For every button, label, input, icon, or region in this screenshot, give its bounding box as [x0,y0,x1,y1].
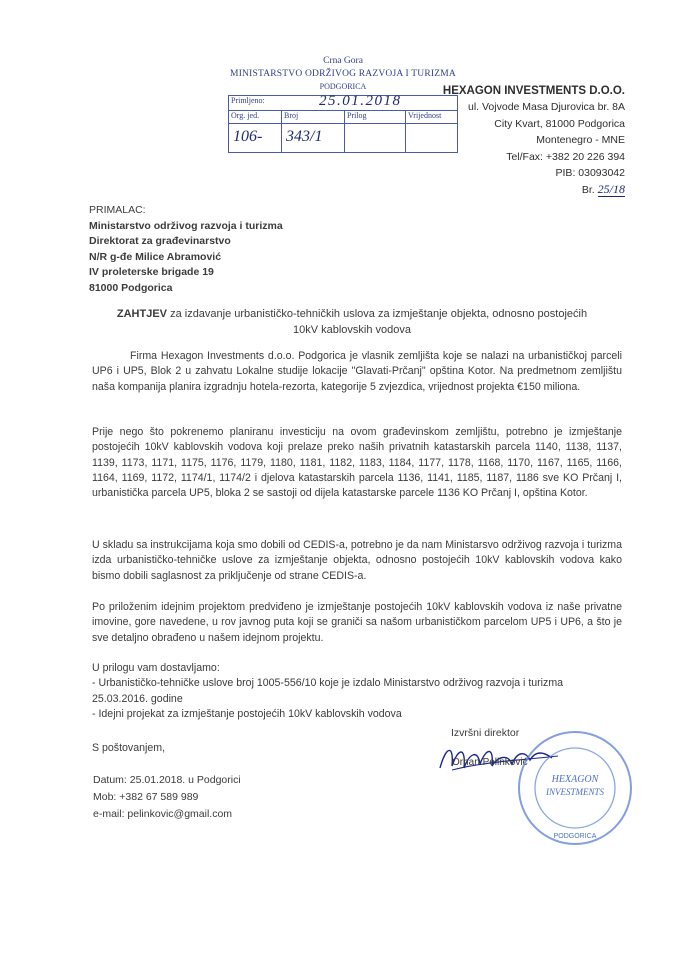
attachment-item-1a: - Urbanističko-tehničke uslove broj 1005-556/10 koje je izdalo Ministarstvo održivog razvoja i turizma [92,677,564,690]
recipient-line2: Direktorat za građevinarstvo [89,235,231,248]
recipient-line3: N/R g-đe Milice Abramović [89,250,222,263]
received-date: 25.01.2018 [319,93,402,109]
org-value: 106- [233,128,263,145]
stamp-text-1: HEXAGON [551,774,599,785]
paragraph-1: Firma Hexagon Investments d.o.o. Podgorica je vlasnik zemljišta koje se nalazi na urbanističkoj parceli UP6 i UP5, Blok 2 u zahvatu Lokalne studije lokacije "Glavati-Prčanj" opština Kotor. Na predmetnom zemljištu naša kompanija planira izgradnju hotela-rezorta, kategorije 5 zvjezdica, vrijednost projekta €150 miliona. [92,350,622,393]
company-telfax: Tel/Fax: +382 20 226 394 [506,150,625,163]
footer-email: e-mail: pelinkovic@gmail.com [93,808,233,820]
subject-text1: za izdavanje urbanističko-tehničkih uslova za izmještanje objekta, odnosno postojećih [167,308,588,320]
attachments-intro: U prilogu vam dostavljamo: [92,662,220,674]
footer-mob: Mob: +382 67 589 989 [93,791,199,803]
footer-date: Datum: 25.01.2018. u Podgorici [93,774,241,786]
paragraph-3: U skladu sa instrukcijama koja smo dobili od CEDIS-a, potrebno je da nam Ministarsvo održivog razvoja i turizma izda urbanističko-tehničke uslove za izmještanje objekta, odnosno postojećih 10kV kablovskih vodova kako bismo dobili saglasnost za priključenje od strane CEDIS-a. [92,539,622,582]
broj-value: 343/1 [286,128,323,145]
receipt-stamp-table [228,95,458,153]
stamp-city-text: PODGORICA [553,833,597,840]
company-address2: City Kvart, 81000 Podgorica [494,117,625,130]
paragraph-2: Prije nego što pokrenemo planiranu investiciju na ovom građevinskom zemljištu, potrebno je izmještanje postojećih 10kV kablovskih vodova koji prelaze preko naših privatnih katastarskih parcela 1140, 1138, 1137, 1139, 1173, 1171, 1175, 1176, 1179, 1180, 1181, 1182, 1183, 1184, 1177, 1178, 1168, 1170, 1167, 1165, 1166, 1164, 1169, 1172, 1174/1, 1174/2 i djelova katastarskih parcela 1136, 1141, 1185, 1187, 1186 sve KO Prčanj I, urbanistička parcela UP5, bloka 2 se sastoji od dijela katastarske parcele 1136 KO Prčanj I, opština Kotor. [92,426,622,500]
col-org-label: Org. jed. [229,111,282,124]
stamp-text-2: INVESTMENTS [545,787,605,797]
recipient-label: PRIMALAC: [89,204,146,216]
company-round-stamp [515,728,635,848]
signature-title: Izvršni direktor [451,727,520,739]
recipient-line1: Ministarstvo održivog razvoja i turizma [89,219,283,232]
letter-number [443,181,625,198]
recipient-block [89,203,283,297]
company-pib: PIB: 03093042 [555,167,625,180]
col-prilog-label: Prilog [345,111,406,124]
company-address1: ul. Vojvode Masa Djurovica br. 8A [468,101,625,114]
company-country: Montenegro - MNE [536,134,625,147]
col-broj-label: Broj [282,111,345,124]
stamp-city: PODGORICA [319,82,367,91]
attachments [92,661,632,722]
attachment-item-2: - Idejni projekat za izmještanje postojećih 10kV kablovskih vodova [92,707,402,720]
recipient-line4: IV proleterske brigade 19 [89,266,214,279]
paragraph-4: Po priloženim idejnim projektom predviđeno je izmještanje postojećih 10kV kablovskih vodova iz naše privatne imovine, gore navedene, u rov javnog puta koji se graniči sa našom urbanističkom parcelom UP5 i UP6, a što je sve detaljno obrađeno u našem idejnom projektu. [92,601,622,644]
subject-text2: 10kV kablovskih vodova [292,324,411,336]
stamp-country: Crna Gora [323,56,363,66]
col-vrijednost-label: Vrijednost [406,111,458,124]
attachment-item-1b: 25.03.2016. godine [92,692,183,705]
subject [92,306,612,338]
signature-name: Orhan Pelinković [452,757,528,768]
subject-bold: ZAHTJEV [116,308,168,320]
received-label: Primljeno: [231,96,265,105]
company-name: HEXAGON INVESTMENTS D.O.O. [442,85,625,97]
closing: S poštovanjem, [92,742,166,754]
recipient-line5: 81000 Podgorica [89,281,173,294]
footer [93,772,241,823]
stamp-ministry: MINISTARSTVO ODRŽIVOG RAZVOJA I TURIZMA [230,69,456,79]
letter-number-label: Br. [581,184,595,197]
letter-number-value: 25/18 [597,182,625,197]
